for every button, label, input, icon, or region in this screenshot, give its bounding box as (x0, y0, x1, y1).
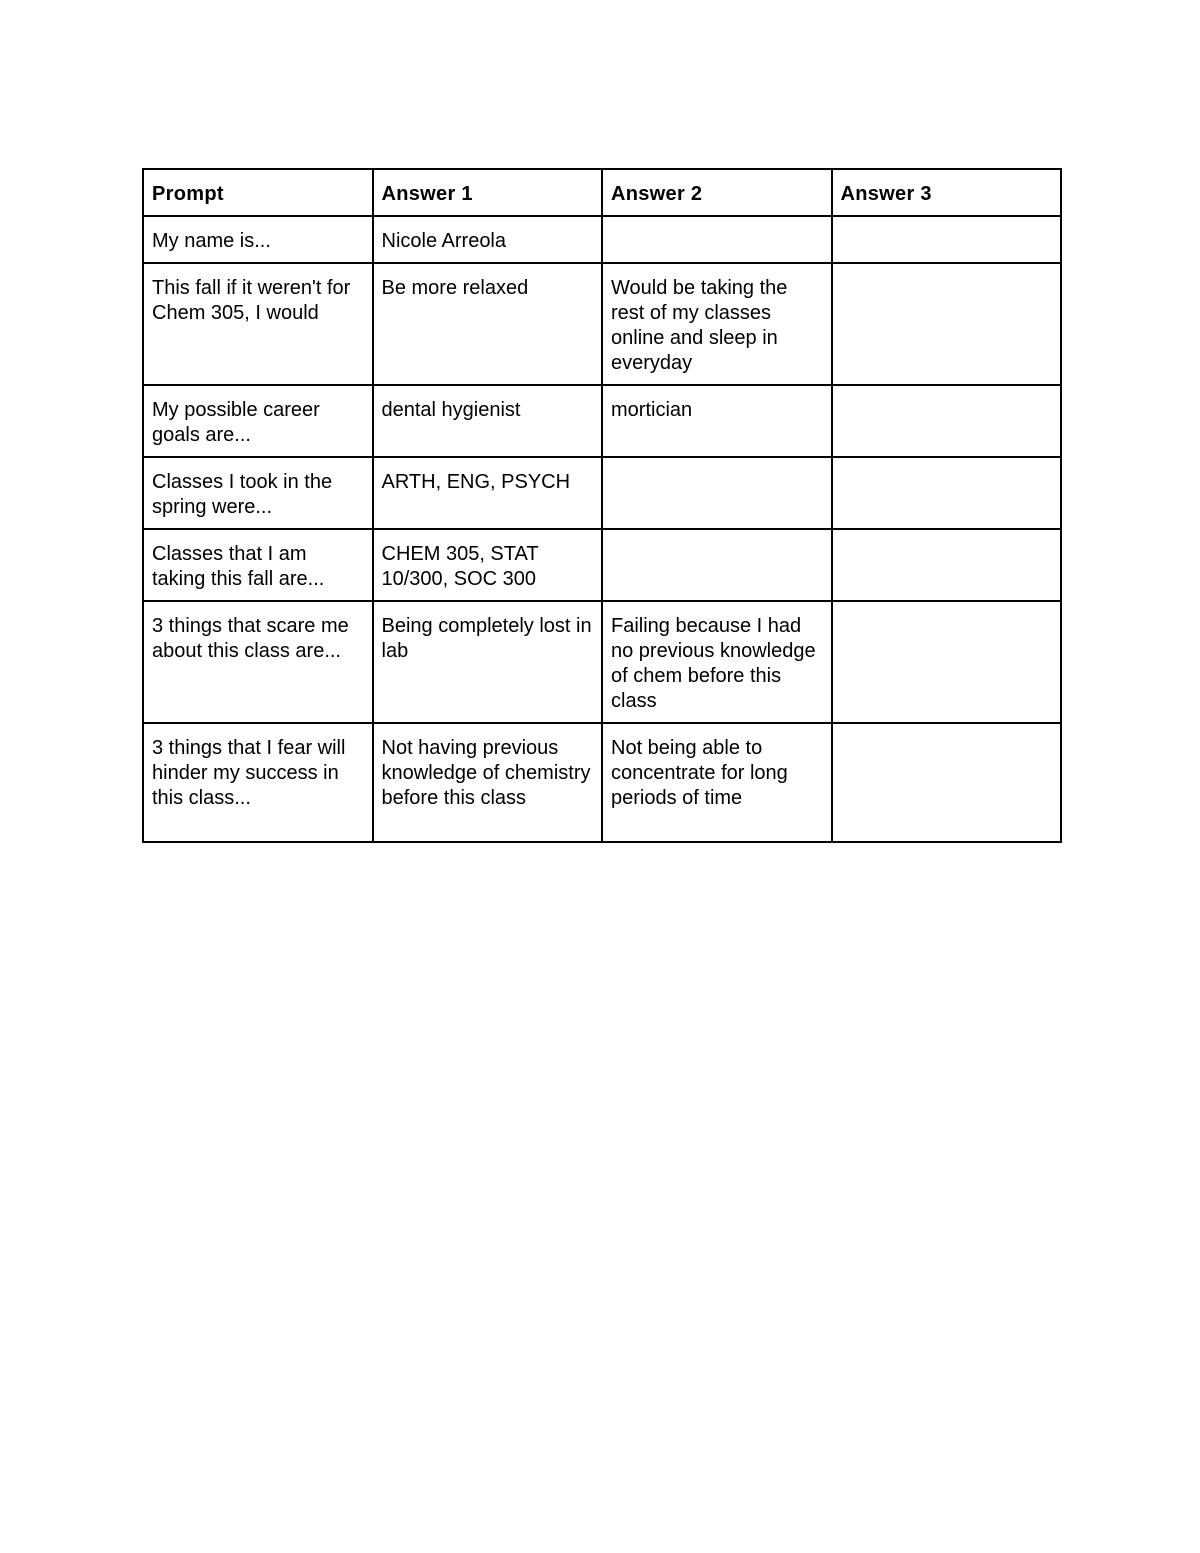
prompt-cell: My name is... (143, 216, 373, 263)
prompt-cell: This fall if it weren't for Chem 305, I would (143, 263, 373, 385)
answer-3-cell (832, 216, 1062, 263)
answer-3-cell (832, 263, 1062, 385)
answer-3-cell (832, 385, 1062, 457)
prompt-answer-table (142, 168, 1062, 843)
table-row (143, 385, 1061, 457)
header-prompt: Prompt (143, 169, 373, 216)
prompt-cell: Classes I took in the spring were... (143, 457, 373, 529)
answer-1-cell: Being completely lost in lab (373, 601, 603, 723)
answer-1-cell: Not having previous knowledge of chemistry before this class (373, 723, 603, 842)
prompt-cell: My possible career goals are... (143, 385, 373, 457)
table-row (143, 601, 1061, 723)
table-row (143, 529, 1061, 601)
answer-2-cell: Not being able to concentrate for long periods of time (602, 723, 832, 842)
answer-2-cell: mortician (602, 385, 832, 457)
answer-2-cell (602, 216, 832, 263)
table-row (143, 216, 1061, 263)
prompt-cell: 3 things that scare me about this class are... (143, 601, 373, 723)
header-answer-2: Answer 2 (602, 169, 832, 216)
table-row (143, 263, 1061, 385)
answer-2-cell (602, 529, 832, 601)
answer-2-cell: Would be taking the rest of my classes online and sleep in everyday (602, 263, 832, 385)
answer-3-cell (832, 457, 1062, 529)
answer-1-cell: ARTH, ENG, PSYCH (373, 457, 603, 529)
answer-3-cell (832, 529, 1062, 601)
header-answer-3: Answer 3 (832, 169, 1062, 216)
answer-2-cell (602, 457, 832, 529)
answer-1-cell: CHEM 305, STAT 10/300, SOC 300 (373, 529, 603, 601)
answer-1-cell: dental hygienist (373, 385, 603, 457)
table-header-row (143, 169, 1061, 216)
answer-1-cell: Nicole Arreola (373, 216, 603, 263)
answer-1-cell: Be more relaxed (373, 263, 603, 385)
answer-2-cell: Failing because I had no previous knowledge of chem before this class (602, 601, 832, 723)
answer-3-cell (832, 601, 1062, 723)
table-row (143, 723, 1061, 842)
table-row (143, 457, 1061, 529)
prompt-cell: 3 things that I fear will hinder my success in this class... (143, 723, 373, 842)
answer-3-cell (832, 723, 1062, 842)
header-answer-1: Answer 1 (373, 169, 603, 216)
prompt-cell: Classes that I am taking this fall are... (143, 529, 373, 601)
